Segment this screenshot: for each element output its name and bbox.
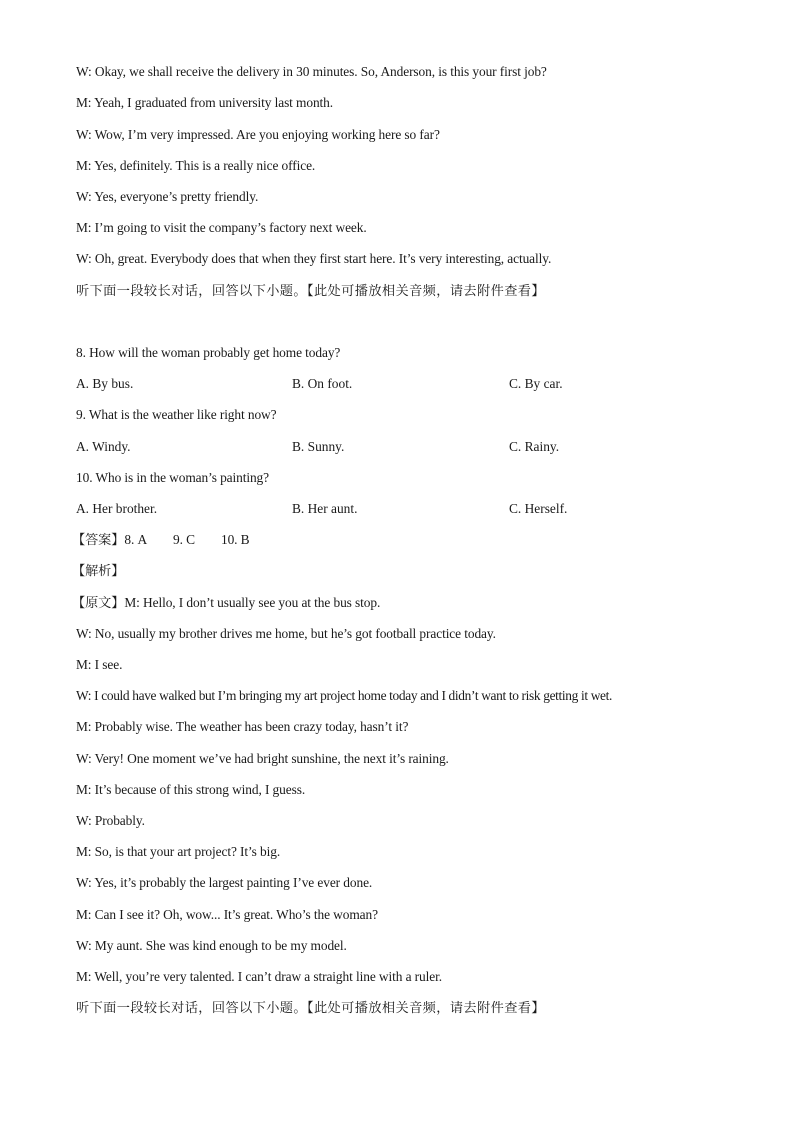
answer-item: 9. C [173,532,195,547]
dialogue-line: W: Yes, everyone’s pretty friendly. [76,189,259,204]
dialogue-line: M: I see. [76,657,123,672]
dialogue-line: M: It’s because of this strong wind, I guess. [76,782,306,797]
dialogue-line: W: Probably. [76,813,145,828]
dialogue-line: M: Well, you’re very talented. I can’t draw a straight line with a ruler. [76,969,442,984]
dialogue-line: W: I could have walked but I’m bringing my art project home today and I didn’t want to risk getting it wet. [76,688,612,703]
dialogue-text: M: Hello, I don’t usually see you at the bus stop. [124,595,381,610]
dialogue-line: W: Yes, it’s probably the largest painting I’ve ever done. [76,875,373,890]
question-stem: 9. What is the weather like right now? [76,407,277,422]
dialogue-line: M: Yeah, I graduated from university last month. [76,95,334,110]
dialogue-line: M: Can I see it? Oh, wow... It’s great. Who’s the woman? [76,907,378,922]
option-b: B. On foot. [292,376,353,391]
dialogue-line: W: Oh, great. Everybody does that when they first start here. It’s very interesting, actually. [76,251,552,266]
dialogue-line: W: My aunt. She was kind enough to be my model. [76,938,347,953]
dialogue-line: M: So, is that your art project? It’s big. [76,844,281,859]
answer-item: 10. B [220,532,250,547]
dialogue-line: W: Wow, I’m very impressed. Are you enjoying working here so far? [76,127,440,142]
option-a: A. Windy. [76,439,131,454]
dialogue-line [72,594,380,613]
answer-item: 8. A [124,532,148,547]
option-c: C. By car. [509,376,563,391]
dialogue-line: M: Probably wise. The weather has been crazy today, hasn’t it? [76,719,409,734]
dialogue-line: M: Yes, definitely. This is a really nice office. [76,158,316,173]
option-c: C. Rainy. [509,439,560,454]
dialogue-line: W: No, usually my brother drives me home, but he’s got football practice today. [76,626,496,641]
dialogue-line: W: Very! One moment we’ve had bright sunshine, the next it’s raining. [76,751,449,766]
option-a: A. Her brother. [76,501,158,516]
question-stem: 8. How will the woman probably get home today? [76,345,341,360]
listening-instruction: 听下面一段较长对话，回答以下小题。【此处可播放相关音频，请去附件查看】 [76,284,545,299]
dialogue-line: M: I’m going to visit the company’s factory next week. [76,220,367,235]
dialogue-line: W: Okay, we shall receive the delivery in 30 minutes. So, Anderson, is this your first job? [76,64,547,79]
answer-label: 【答案】 [72,533,125,548]
answer-line [72,531,250,550]
option-b: B. Sunny. [292,439,345,454]
option-a: A. By bus. [76,376,134,391]
question-stem: 10. Who is in the woman’s painting? [76,470,269,485]
listening-instruction: 听下面一段较长对话，回答以下小题。【此处可播放相关音频，请去附件查看】 [76,1001,545,1016]
option-c: C. Herself. [509,501,568,516]
analysis-label: 【解析】 [72,564,125,579]
transcript-label: 【原文】 [72,596,125,611]
option-b: B. Her aunt. [292,501,358,516]
